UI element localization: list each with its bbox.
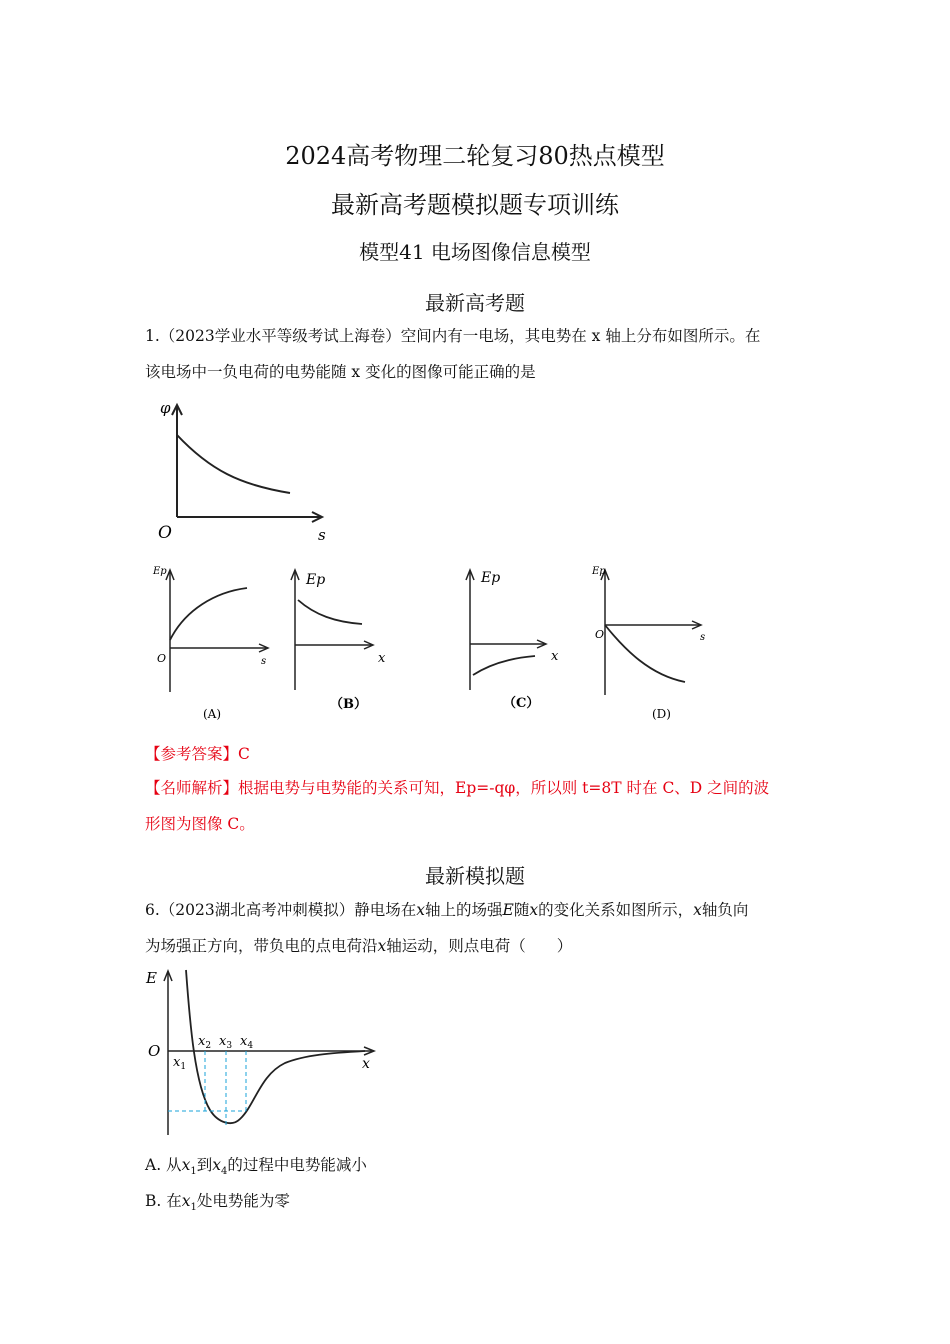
phi-curve	[177, 435, 290, 493]
ep-label: Ep	[481, 570, 501, 586]
option-c-graph	[455, 560, 590, 725]
section-heading-mock: 最新模拟题	[425, 864, 525, 888]
question-1-line1: 1.（2023学业水平等级考试上海卷）空间内有一电场，其电势在 x 轴上分布如图所示。在	[145, 327, 761, 345]
x2-label: $x_2$	[198, 1034, 212, 1051]
option-d-caption: (D)	[652, 707, 671, 721]
answer-tag: 【参考答案】	[145, 745, 239, 763]
option-b-graph	[280, 560, 415, 725]
ep-curve	[170, 588, 247, 640]
ep-curve	[298, 600, 362, 624]
option-a-graph	[145, 560, 280, 725]
x-label: x	[362, 1056, 370, 1072]
x3-label: $x_3$	[219, 1034, 233, 1051]
origin-label: O	[157, 652, 167, 665]
origin-label: O	[158, 523, 172, 543]
ep-label: Ep	[153, 566, 167, 577]
s-label: s	[318, 526, 326, 544]
question-6-line1: 6.（2023湖北高考冲刺模拟）静电场在x轴上的场强E随x的变化关系如图所示，x轴负向	[145, 901, 749, 919]
ep-curve	[605, 625, 685, 682]
x4-label: $x_4$	[240, 1034, 254, 1051]
answer-value: C	[238, 745, 250, 763]
x-label: x	[378, 651, 386, 666]
option-b-text: B. 在$x_1$处电势能为零	[145, 1192, 290, 1214]
model-title: 模型41 电场图像信息模型	[359, 240, 591, 264]
e-curve	[186, 970, 365, 1123]
phi-label: φ	[160, 399, 171, 417]
x-label: x	[551, 649, 559, 664]
question-6-line2: 为场强正方向，带负电的点电荷沿x轴运动，则点电荷（ ）	[145, 937, 573, 955]
x1-label: $x_1$	[173, 1055, 187, 1072]
analysis-tag: 【名师解析】	[145, 779, 239, 797]
question-1-line2: 该电场中一负电荷的电势能随 x 变化的图像可能正确的是	[145, 363, 536, 381]
phi-graph	[150, 395, 340, 545]
ep-curve	[473, 656, 535, 675]
analysis-line2: 形图为图像 C。	[145, 815, 255, 833]
analysis-text	[145, 770, 810, 842]
doc-subtitle: 最新高考题模拟题专项训练	[331, 191, 619, 219]
s-label: s	[261, 656, 267, 667]
analysis-line1: 根据电势与电势能的关系可知，Ep=-qφ，所以则 t=8T 时在 C、D 之间的波	[238, 779, 770, 797]
ep-label: Ep	[592, 566, 606, 577]
section-heading-exam: 最新高考题	[425, 291, 525, 315]
question-1-text	[145, 318, 810, 390]
option-c-caption: （C）	[503, 696, 540, 711]
e-label: E	[146, 969, 157, 987]
question-6-text	[145, 892, 810, 964]
origin-label: O	[595, 628, 605, 641]
option-a-caption: (A)	[203, 707, 222, 721]
e-field-graph	[140, 965, 385, 1140]
answer-line	[145, 736, 810, 772]
option-b-caption: （B）	[330, 697, 367, 712]
option-d-graph	[590, 560, 720, 725]
ep-label: Ep	[306, 572, 326, 588]
s-label: s	[700, 632, 706, 643]
origin-label: O	[148, 1042, 161, 1060]
option-a-text: A. 从$x_1$到$x_4$的过程中电势能减小	[145, 1156, 367, 1178]
doc-title: 2024高考物理二轮复习80热点模型	[285, 142, 665, 170]
